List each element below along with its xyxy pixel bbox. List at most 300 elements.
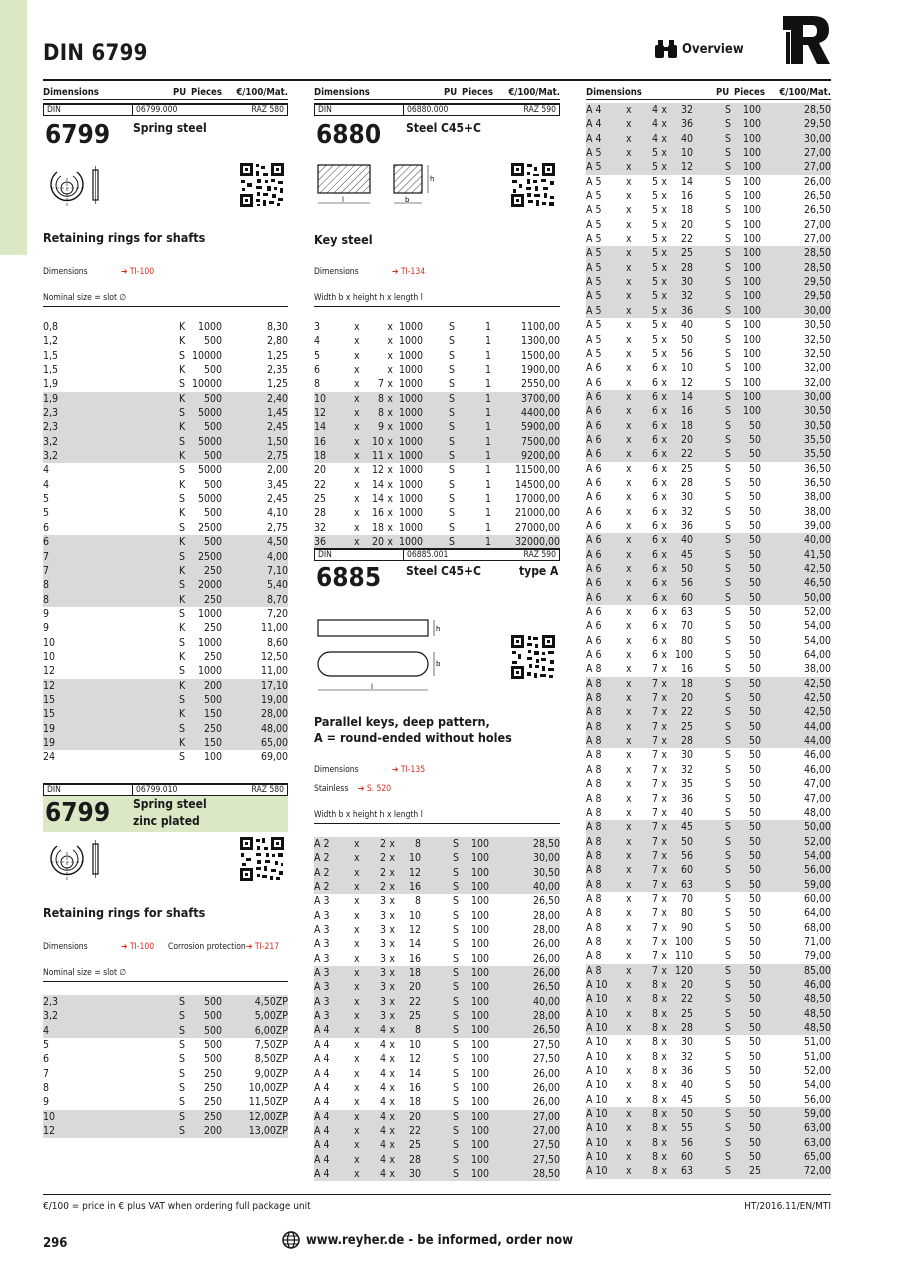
times-sign: x: [389, 924, 395, 937]
times-sign: x: [658, 304, 667, 318]
width-cell: 6: [314, 364, 321, 377]
price-cell: 2,75: [222, 449, 288, 463]
pu-cell: S: [179, 1039, 185, 1052]
pu-cell: S: [725, 606, 731, 619]
width-cell: A 10: [586, 978, 626, 992]
times-sign: x: [354, 1110, 362, 1124]
raz-code: RAZ 590: [523, 550, 556, 560]
height-cell: 4: [379, 1081, 386, 1094]
price-cell: 30,00: [761, 132, 831, 146]
nominal-size-cell: 7: [43, 550, 179, 564]
width-cell: A 3: [314, 966, 354, 980]
pu-cell: S: [693, 404, 731, 418]
width-cell: A 6: [586, 533, 626, 547]
times-sign: x: [661, 505, 667, 518]
pu-cell: S: [693, 863, 731, 877]
height-cell: 4: [379, 1038, 386, 1051]
nominal-size-cell: 2,3: [43, 995, 179, 1009]
corrosion-ref-link[interactable]: ➔ TI-217: [246, 942, 280, 952]
width-cell: A 8: [586, 863, 626, 877]
times-sign: x: [354, 837, 362, 851]
pu-header: PU: [716, 87, 730, 98]
times-sign: x: [384, 435, 393, 449]
pu-cell: K: [179, 420, 189, 434]
pu-cell: S: [453, 1067, 459, 1080]
price-cell: 54,00: [803, 634, 831, 647]
width-cell: A 5: [586, 319, 602, 332]
type-label: type A: [519, 564, 559, 578]
times-sign: x: [626, 246, 634, 260]
pu-cell: S: [725, 649, 731, 662]
pieces-cell: 100: [731, 404, 761, 418]
pu-cell: S: [693, 261, 731, 275]
price-cell: 26,00: [803, 175, 831, 188]
width-cell: A 6: [586, 606, 602, 619]
width-cell: A 10: [586, 1150, 626, 1164]
price-cell: 1,25: [266, 349, 288, 362]
length-cell: 10: [395, 851, 421, 865]
nominal-size-cell: 12: [43, 679, 179, 693]
pu-cell: S: [421, 1023, 459, 1037]
length-cell: 14: [667, 390, 693, 404]
times-sign: x: [386, 966, 395, 980]
price-cell: 2,45: [266, 493, 288, 506]
width-cell: A 10: [586, 1036, 608, 1049]
table-row: [314, 506, 560, 520]
times-sign: x: [384, 406, 393, 420]
length-cell: 1000: [393, 449, 423, 463]
pu-cell: S: [725, 491, 731, 504]
times-sign: x: [389, 1038, 395, 1051]
table-row: [314, 952, 560, 966]
length-cell: 28: [395, 1153, 421, 1167]
pieces-cell: 1: [484, 364, 491, 377]
table-row: [43, 664, 288, 678]
times-sign: x: [626, 849, 634, 863]
pu-cell: S: [725, 921, 731, 934]
width-cell: A 6: [586, 447, 626, 461]
price-cell: 52,00: [803, 606, 831, 619]
pu-cell: S: [421, 880, 459, 894]
height-cell: 6: [651, 620, 658, 633]
times-sign: x: [626, 835, 634, 849]
length-cell: 1000: [393, 420, 423, 434]
height-cell: 7: [651, 663, 658, 676]
table-row: [586, 748, 831, 762]
pu-cell: S: [725, 620, 731, 633]
width-cell: A 4: [314, 1081, 330, 1094]
pieces-cell: 100: [459, 866, 489, 880]
height-cell: 8: [634, 1007, 658, 1021]
times-sign: x: [626, 261, 634, 275]
times-sign: x: [626, 376, 632, 389]
pieces-cell: 1: [484, 507, 491, 520]
length-cell: 1000: [398, 378, 423, 391]
times-sign: x: [626, 347, 632, 360]
times-sign: x: [386, 1124, 395, 1138]
height-cell: 5: [634, 289, 658, 303]
table-row: [586, 949, 831, 963]
length-cell: 1000: [398, 478, 423, 491]
price-cell: 26,50: [489, 1023, 560, 1037]
times-sign: x: [661, 519, 667, 532]
pieces-cell: 500: [203, 478, 222, 491]
table-row: [586, 1035, 831, 1049]
price-header: €/100/Mat.: [779, 87, 831, 98]
times-sign: x: [658, 1021, 667, 1035]
times-sign: x: [661, 491, 667, 504]
pieces-cell: 500: [203, 335, 222, 348]
price-cell: 50,00: [761, 820, 831, 834]
height-cell: 5: [651, 333, 658, 346]
width-cell: A 4: [586, 132, 626, 146]
pieces-cell: 50: [731, 562, 761, 576]
pu-cell: S: [449, 507, 455, 520]
times-sign: x: [389, 1053, 395, 1066]
width-cell: A 8: [586, 691, 626, 705]
pu-cell: S: [725, 462, 731, 475]
nominal-size-label: Nominal size = slot ∅: [43, 968, 127, 978]
height-cell: 3: [362, 995, 386, 1009]
width-cell: A 2: [314, 851, 354, 865]
length-cell: 16: [680, 190, 693, 203]
pu-cell: S: [179, 578, 189, 592]
dimensions-ref-link[interactable]: ➔ TI-100: [121, 942, 155, 952]
height-cell: 4: [634, 117, 658, 131]
overview-link[interactable]: [655, 40, 744, 58]
height-cell: 4: [362, 1110, 386, 1124]
globe-icon: [282, 1231, 300, 1249]
pu-cell: S: [421, 1138, 459, 1152]
times-sign: x: [626, 591, 634, 605]
subtitle: Retaining rings for shafts: [43, 230, 206, 245]
table-row: [43, 636, 288, 650]
height-cell: 7: [651, 907, 658, 920]
nominal-size-cell: 4: [43, 1024, 179, 1038]
price-cell: 26,00: [532, 952, 560, 965]
pieces-cell: 100: [731, 146, 761, 160]
pu-cell: S: [179, 464, 185, 477]
times-sign: x: [661, 476, 667, 489]
height-cell: 4: [634, 132, 658, 146]
pu-cell: S: [693, 720, 731, 734]
table-row: [314, 909, 560, 923]
stainless-ref-link[interactable]: ➔ S. 520: [358, 784, 392, 794]
width-cell: A 4: [586, 103, 626, 117]
price-cell: 36,50: [803, 476, 831, 489]
times-sign: x: [354, 378, 360, 391]
pieces-cell: 100: [459, 1167, 489, 1181]
height-cell: 8: [634, 1150, 658, 1164]
table-row: [43, 521, 288, 535]
table-row: [314, 894, 560, 908]
pu-cell: S: [693, 533, 731, 547]
website-link[interactable]: [282, 1231, 573, 1249]
length-cell: 50: [667, 1107, 693, 1121]
key-steel-drawing: [316, 161, 456, 211]
price-cell: 38,00: [803, 505, 831, 518]
pieces-cell: 100: [203, 751, 222, 764]
pu-cell: S: [693, 117, 731, 131]
height-cell: 6: [651, 362, 658, 375]
times-sign: x: [626, 476, 632, 489]
length-cell: 110: [674, 950, 693, 963]
length-cell: 60: [667, 1150, 693, 1164]
price-cell: 26,00: [532, 938, 560, 951]
pieces-cell: 100: [742, 204, 761, 217]
price-cell: 46,50: [761, 576, 831, 590]
times-sign: x: [626, 649, 632, 662]
times-sign: x: [626, 1036, 632, 1049]
material-line-2: zinc plated: [133, 814, 200, 828]
dimensions-ref-link[interactable]: ➔ TI-100: [121, 267, 155, 277]
pu-cell: S: [421, 1124, 459, 1138]
pieces-cell: 50: [731, 964, 761, 978]
pieces-cell: 50: [748, 606, 761, 619]
pieces-cell: 50: [731, 1021, 761, 1035]
table-row: [586, 103, 831, 117]
times-sign: x: [386, 1138, 395, 1152]
pieces-cell: 200: [189, 1124, 222, 1138]
width-cell: A 3: [314, 1009, 354, 1023]
times-sign: x: [626, 433, 634, 447]
width-cell: A 6: [586, 591, 626, 605]
price-cell: 30,00: [489, 851, 560, 865]
length-cell: 70: [680, 892, 693, 905]
table-row: [43, 1081, 288, 1095]
price-cell: 42,50: [761, 691, 831, 705]
raz-code: RAZ 580: [251, 785, 284, 795]
length-cell: 16: [667, 404, 693, 418]
height-cell: 2: [362, 880, 386, 894]
table-row: [43, 535, 288, 549]
price-cell: 46,00: [761, 978, 831, 992]
pu-cell: S: [725, 907, 731, 920]
price-cell: 2,45: [222, 420, 288, 434]
table-row: [43, 650, 288, 664]
width-cell: A 8: [586, 935, 602, 948]
pu-cell: S: [725, 362, 731, 375]
pu-cell: S: [725, 950, 731, 963]
pu-cell: S: [453, 1096, 459, 1109]
table-6880: [314, 320, 560, 550]
price-cell: 7500,00: [491, 435, 560, 449]
times-sign: x: [354, 1009, 362, 1023]
pu-cell: K: [179, 478, 186, 491]
table-row: [314, 363, 560, 377]
pieces-cell: 100: [459, 1009, 489, 1023]
pieces-cell: 500: [189, 449, 222, 463]
pu-cell: S: [179, 693, 189, 707]
times-sign: x: [658, 562, 667, 576]
height-cell: 6: [634, 562, 658, 576]
table-row: [586, 792, 831, 806]
pieces-cell: 100: [742, 347, 761, 360]
subtitle: [314, 714, 512, 746]
times-sign: x: [661, 778, 667, 791]
price-cell: 8,60: [266, 636, 288, 649]
width-cell: A 5: [586, 233, 602, 246]
length-cell: 10: [408, 1038, 421, 1051]
pu-cell: S: [693, 691, 731, 705]
table-row: [586, 992, 831, 1006]
din-label: DIN: [47, 105, 61, 115]
width-cell: A 4: [314, 1096, 330, 1109]
table-row: [586, 318, 831, 332]
din-bar: [43, 783, 288, 796]
price-cell: 51,00: [803, 1050, 831, 1063]
table-row: [43, 449, 288, 463]
pieces-cell: 1: [484, 464, 491, 477]
width-cell: A 5: [586, 218, 602, 231]
height-cell: 7: [651, 921, 658, 934]
pu-cell: S: [693, 878, 731, 892]
times-sign: x: [354, 952, 360, 965]
times-sign: x: [661, 806, 667, 819]
width-cell: A 6: [586, 390, 626, 404]
times-sign: x: [354, 1124, 362, 1138]
times-sign: x: [626, 950, 632, 963]
pu-cell: S: [725, 204, 731, 217]
height-cell: 7: [634, 835, 658, 849]
table-row: [586, 691, 831, 705]
price-cell: 27,00: [489, 1110, 560, 1124]
table-row: [314, 1023, 560, 1037]
times-sign: x: [389, 1067, 395, 1080]
pu-cell: K: [179, 564, 189, 578]
dimensions-header: Dimensions: [314, 87, 370, 98]
pieces-cell: 1: [484, 335, 491, 348]
height-cell: 6: [634, 591, 658, 605]
table-row: [586, 591, 831, 605]
table-row: [314, 420, 560, 434]
price-cell: 68,00: [803, 921, 831, 934]
price-cell: 14500,00: [514, 478, 560, 491]
dimensions-label: Dimensions: [43, 267, 88, 277]
height-cell: 4: [379, 1067, 386, 1080]
price-cell: 1500,00: [520, 349, 560, 362]
length-cell: 36: [680, 519, 693, 532]
din-bar: [314, 548, 560, 561]
times-sign: x: [626, 691, 634, 705]
times-sign: x: [661, 190, 667, 203]
price-cell: 48,00: [222, 722, 288, 736]
pieces-cell: 500: [203, 507, 222, 520]
width-cell: A 5: [586, 347, 602, 360]
price-cell: 11,00: [260, 622, 288, 635]
pu-cell: S: [725, 175, 731, 188]
width-cell: A 6: [586, 404, 626, 418]
nominal-size-cell: 9: [43, 622, 50, 635]
price-cell: 12,00ZP: [222, 1110, 288, 1124]
times-sign: x: [626, 878, 634, 892]
article-code: 06880.000: [407, 105, 449, 115]
times-sign: x: [354, 1023, 362, 1037]
price-cell: 47,00: [803, 778, 831, 791]
times-sign: x: [354, 464, 360, 477]
width-cell: A 8: [586, 677, 626, 691]
column-header: [43, 86, 288, 100]
times-sign: x: [626, 1164, 634, 1178]
pieces-cell: 50: [731, 734, 761, 748]
table-row: [314, 349, 560, 363]
pieces-cell: 100: [470, 938, 489, 951]
table-row: [586, 619, 831, 633]
times-sign: x: [626, 218, 632, 231]
pieces-cell: 500: [189, 535, 222, 549]
height-cell: 7: [634, 964, 658, 978]
price-cell: 40,00: [761, 533, 831, 547]
price-cell: 8,50ZP: [254, 1053, 288, 1066]
price-cell: 56,00: [803, 1093, 831, 1106]
pieces-cell: 100: [470, 895, 489, 908]
price-cell: 64,00: [803, 907, 831, 920]
pu-cell: S: [179, 378, 185, 391]
length-cell: 14: [680, 175, 693, 188]
material: Steel C45+C: [406, 121, 481, 135]
times-sign: x: [626, 992, 634, 1006]
height-cell: 8: [634, 1107, 658, 1121]
pieces-cell: 50: [731, 433, 761, 447]
material-line-1: Spring steel: [133, 797, 207, 811]
dimensions-ref-link[interactable]: ➔ TI-135: [392, 765, 426, 775]
length-cell: 45: [680, 1093, 693, 1106]
times-sign: x: [661, 362, 667, 375]
pu-cell: S: [423, 420, 455, 434]
times-sign: x: [658, 591, 667, 605]
length-cell: 18: [680, 204, 693, 217]
times-sign: x: [626, 462, 632, 475]
times-sign: x: [661, 792, 667, 805]
nominal-size-cell: 10: [43, 650, 56, 663]
pu-cell: S: [725, 749, 731, 762]
times-sign: x: [626, 362, 632, 375]
height-cell: 3: [362, 1009, 386, 1023]
width-cell: A 8: [586, 907, 602, 920]
retaining-ring-drawing: [47, 838, 103, 884]
pieces-cell: 5000: [189, 435, 222, 449]
nominal-size-cell: 3,2: [43, 1009, 179, 1023]
times-sign: x: [626, 548, 634, 562]
retaining-ring-drawing: [47, 164, 103, 210]
length-cell: 18: [395, 966, 421, 980]
dimensions-ref-link[interactable]: ➔ TI-134: [392, 267, 426, 277]
price-cell: 2,00: [266, 464, 288, 477]
times-sign: x: [389, 909, 395, 922]
pu-cell: S: [453, 938, 459, 951]
times-sign: x: [661, 649, 667, 662]
pieces-cell: 100: [731, 103, 761, 117]
table-row: [43, 420, 288, 434]
width-cell: A 8: [586, 964, 626, 978]
length-cell: 1000: [398, 349, 423, 362]
table-row: [586, 576, 831, 590]
table-6799: [43, 320, 288, 765]
nominal-size-cell: 7: [43, 1067, 50, 1080]
table-row: [586, 160, 831, 174]
pu-cell: S: [725, 1050, 731, 1063]
height-cell: 18: [371, 521, 384, 534]
pieces-cell: 1000: [197, 607, 222, 620]
height-cell: 5: [634, 246, 658, 260]
times-sign: x: [384, 449, 393, 463]
pieces-header: Pieces: [462, 87, 493, 98]
pieces-cell: 50: [748, 950, 761, 963]
pieces-cell: 50: [748, 778, 761, 791]
pu-cell: S: [179, 521, 185, 534]
times-sign: x: [626, 820, 634, 834]
length-cell: 25: [667, 1007, 693, 1021]
